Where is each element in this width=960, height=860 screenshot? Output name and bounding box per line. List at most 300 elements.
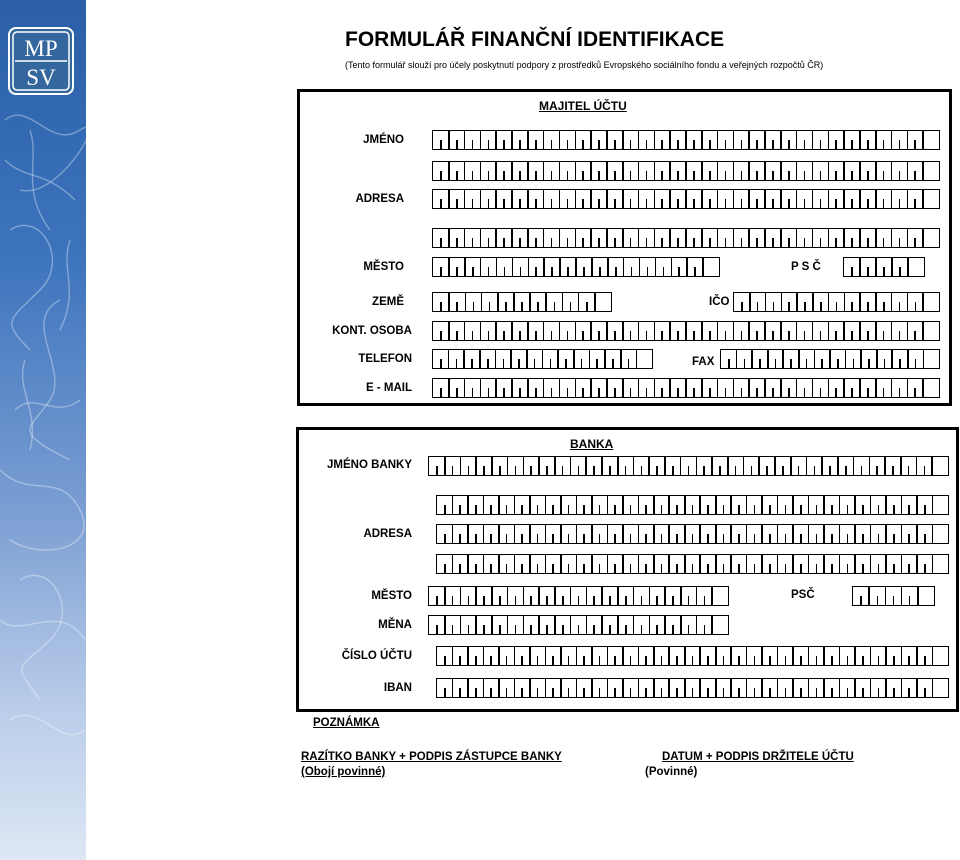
bank-name-field[interactable] (428, 456, 949, 476)
cell-divider (591, 555, 593, 574)
cell-tick (503, 199, 505, 208)
cell-divider (696, 587, 698, 606)
cell-tick (735, 466, 737, 475)
cell-tick (788, 171, 790, 180)
cell-tick (550, 359, 552, 368)
cell-divider (669, 379, 671, 398)
bank-iban-field[interactable] (436, 678, 949, 698)
cell-tick (862, 505, 864, 514)
cell-divider (638, 679, 640, 698)
cell-divider (527, 229, 529, 248)
cell-tick (788, 238, 790, 247)
cell-divider (748, 131, 750, 150)
cell-divider (701, 162, 703, 181)
cell-tick (598, 140, 600, 149)
cell-tick (738, 564, 740, 573)
cell-tick (515, 596, 517, 605)
cell-divider (680, 616, 682, 635)
cell-tick (862, 564, 864, 573)
cell-divider (491, 587, 493, 606)
cell-tick (646, 171, 648, 180)
cell-divider (578, 293, 580, 312)
cell-tick (535, 171, 537, 180)
cell-divider (606, 229, 608, 248)
cell-tick (800, 505, 802, 514)
cell-divider (448, 379, 450, 398)
cell-divider (444, 587, 446, 606)
cell-tick (851, 331, 853, 340)
cell-tick (646, 199, 648, 208)
cell-tick (552, 564, 554, 573)
cell-tick (641, 596, 643, 605)
cell-divider (891, 190, 893, 209)
cell-tick (614, 534, 616, 543)
cell-tick (499, 596, 501, 605)
cell-tick (867, 171, 869, 180)
cell-divider (782, 350, 784, 369)
bank-heading: BANKA (570, 437, 614, 451)
cell-divider (853, 457, 855, 476)
cell-tick (625, 596, 627, 605)
cell-divider (796, 293, 798, 312)
cell-divider (916, 679, 918, 698)
cell-tick (593, 625, 595, 634)
cell-tick (867, 331, 869, 340)
cell-divider (843, 131, 845, 150)
cell-divider (622, 131, 624, 150)
cell-divider (636, 350, 638, 369)
owner-address-line1-field[interactable] (432, 161, 940, 181)
cell-divider (467, 679, 469, 698)
cell-tick (868, 359, 870, 368)
cell-divider (875, 293, 877, 312)
cell-tick (709, 140, 711, 149)
cell-tick (915, 359, 917, 368)
bank-iban-label: IBAN (383, 682, 412, 694)
cell-divider (480, 322, 482, 341)
cell-divider (901, 525, 903, 544)
bank-address-line1-field[interactable] (436, 495, 949, 515)
cell-divider (748, 229, 750, 248)
cell-tick (867, 388, 869, 397)
cell-divider (699, 555, 701, 574)
cell-tick (630, 331, 632, 340)
cell-divider (748, 190, 750, 209)
cell-tick (535, 199, 537, 208)
cell-tick (908, 505, 910, 514)
cell-divider (839, 525, 841, 544)
cell-divider (589, 350, 591, 369)
cell-tick (851, 199, 853, 208)
cell-tick (800, 656, 802, 665)
cell-tick (728, 359, 730, 368)
cell-tick (440, 359, 442, 368)
cell-divider (812, 229, 814, 248)
cell-tick (581, 359, 583, 368)
cell-tick (756, 171, 758, 180)
cell-tick (914, 238, 916, 247)
cell-tick (459, 656, 461, 665)
cell-divider (448, 229, 450, 248)
cell-tick (831, 534, 833, 543)
cell-divider (685, 190, 687, 209)
cell-tick (475, 534, 477, 543)
cell-tick (772, 199, 774, 208)
cell-divider (821, 457, 823, 476)
cell-divider (743, 457, 745, 476)
cell-tick (567, 331, 569, 340)
owner-ico-field[interactable] (733, 292, 940, 312)
cell-divider (730, 525, 732, 544)
bank-city-label: MĚSTO (371, 590, 412, 602)
cell-tick (459, 505, 461, 514)
cell-tick (625, 625, 627, 634)
cell-divider (475, 616, 477, 635)
cell-tick (835, 171, 837, 180)
owner-zip-field[interactable] (843, 257, 925, 277)
cell-divider (823, 647, 825, 666)
cell-divider (717, 229, 719, 248)
cell-divider (653, 555, 655, 574)
cell-divider (859, 190, 861, 209)
cell-tick (914, 140, 916, 149)
cell-tick (769, 688, 771, 697)
cell-tick (820, 199, 822, 208)
cell-tick (456, 171, 458, 180)
cell-divider (916, 525, 918, 544)
owner-address-line3-field[interactable] (432, 228, 940, 248)
cell-divider (780, 131, 782, 150)
cell-tick (646, 140, 648, 149)
cell-divider (622, 647, 624, 666)
cell-tick (788, 140, 790, 149)
cell-tick (804, 171, 806, 180)
cell-tick (914, 171, 916, 180)
cell-divider (560, 496, 562, 515)
cell-tick (862, 534, 864, 543)
cell-tick (798, 466, 800, 475)
cell-tick (468, 625, 470, 634)
cell-tick (831, 564, 833, 573)
bank-zip-field[interactable] (852, 586, 935, 606)
bank-address-line2-field[interactable] (436, 524, 949, 544)
cell-divider (764, 162, 766, 181)
cell-divider (554, 587, 556, 606)
cell-tick (775, 359, 777, 368)
cell-divider (483, 679, 485, 698)
cell-tick (519, 238, 521, 247)
cell-divider (885, 496, 887, 515)
cell-tick (914, 331, 916, 340)
cell-divider (875, 190, 877, 209)
cell-divider (601, 457, 603, 476)
cell-divider (761, 647, 763, 666)
cell-divider (620, 350, 622, 369)
cell-divider (922, 229, 924, 248)
cell-divider (854, 647, 856, 666)
cell-tick (609, 625, 611, 634)
cell-divider (606, 379, 608, 398)
cell-tick (551, 331, 553, 340)
cell-tick (725, 171, 727, 180)
cell-tick (867, 302, 869, 311)
cell-divider (923, 350, 925, 369)
cell-divider (764, 131, 766, 150)
cell-divider (839, 555, 841, 574)
cell-divider (590, 131, 592, 150)
cell-divider (514, 525, 516, 544)
cell-tick (851, 388, 853, 397)
cell-divider (575, 229, 577, 248)
cell-tick (677, 238, 679, 247)
cell-divider (715, 525, 717, 544)
cell-tick (914, 388, 916, 397)
cell-divider (475, 457, 477, 476)
cell-divider (777, 647, 779, 666)
cell-divider (812, 379, 814, 398)
cell-divider (538, 587, 540, 606)
cell-divider (730, 647, 732, 666)
cell-divider (891, 131, 893, 150)
cell-divider (545, 525, 547, 544)
cell-tick (800, 534, 802, 543)
cell-divider (715, 679, 717, 698)
cell-tick (707, 505, 709, 514)
cell-divider (761, 679, 763, 698)
cell-divider (730, 496, 732, 515)
cell-tick (475, 564, 477, 573)
cell-divider (758, 457, 760, 476)
cell-tick (475, 688, 477, 697)
cell-tick (867, 238, 869, 247)
owner-phone-field[interactable] (432, 349, 653, 369)
bank-currency-field[interactable] (428, 615, 729, 635)
cell-divider (617, 587, 619, 606)
cell-divider (648, 457, 650, 476)
cell-divider (654, 190, 656, 209)
cell-divider (901, 555, 903, 574)
bank-currency-label: MĚNA (378, 619, 412, 631)
logo-text-sv: SV (26, 65, 56, 90)
bank-address-line3-field[interactable] (436, 554, 949, 574)
cell-divider (680, 587, 682, 606)
cell-divider (452, 647, 454, 666)
cell-divider (792, 496, 794, 515)
cell-divider (839, 647, 841, 666)
cell-divider (448, 258, 450, 277)
cell-divider (907, 190, 909, 209)
cell-tick (707, 564, 709, 573)
cell-tick (878, 564, 880, 573)
cell-divider (452, 555, 454, 574)
cell-tick (785, 534, 787, 543)
cell-tick (851, 238, 853, 247)
cell-divider (570, 457, 572, 476)
cell-tick (704, 625, 706, 634)
cell-divider (514, 679, 516, 698)
cell-tick (709, 171, 711, 180)
cell-divider (523, 616, 525, 635)
cell-divider (510, 350, 512, 369)
cell-tick (562, 596, 564, 605)
cell-divider (669, 190, 671, 209)
cell-divider (932, 525, 934, 544)
cell-divider (491, 457, 493, 476)
cell-divider (601, 587, 603, 606)
cell-tick (800, 688, 802, 697)
cell-tick (741, 238, 743, 247)
cell-tick (837, 359, 839, 368)
cell-tick (546, 625, 548, 634)
cell-divider (748, 379, 750, 398)
cell-tick (521, 534, 523, 543)
cell-divider (495, 131, 497, 150)
bank-stamp-label: RAZÍTKO BANKY + PODPIS ZÁSTUPCE BANKY (301, 751, 562, 763)
cell-divider (885, 525, 887, 544)
cell-tick (490, 564, 492, 573)
cell-divider (916, 647, 918, 666)
cell-divider (792, 647, 794, 666)
cell-tick (820, 331, 822, 340)
cell-tick (506, 688, 508, 697)
cell-tick (785, 564, 787, 573)
cell-divider (576, 679, 578, 698)
cell-divider (733, 229, 735, 248)
cell-tick (535, 238, 537, 247)
cell-divider (560, 647, 562, 666)
cell-divider (513, 293, 515, 312)
cell-divider (523, 587, 525, 606)
owner-name-field[interactable] (432, 130, 940, 150)
cell-divider (715, 647, 717, 666)
cell-tick (759, 359, 761, 368)
cell-tick (615, 267, 617, 276)
cell-tick (661, 688, 663, 697)
cell-divider (828, 322, 830, 341)
cell-divider (780, 229, 782, 248)
cell-divider (448, 190, 450, 209)
owner-address-line2-field[interactable] (432, 189, 940, 209)
cell-divider (746, 525, 748, 544)
cell-tick (614, 331, 616, 340)
owner-contact-field[interactable] (432, 321, 940, 341)
cell-tick (804, 199, 806, 208)
cell-divider (860, 350, 862, 369)
cell-divider (761, 496, 763, 515)
bank-city-field[interactable] (428, 586, 729, 606)
cell-tick (806, 359, 808, 368)
cell-tick (506, 534, 508, 543)
cell-divider (680, 457, 682, 476)
owner-fax-field[interactable] (720, 349, 940, 369)
cell-divider (907, 350, 909, 369)
cell-divider (601, 616, 603, 635)
cell-divider (559, 190, 561, 209)
cell-tick (593, 596, 595, 605)
cell-tick (709, 199, 711, 208)
cell-tick (769, 505, 771, 514)
cell-tick (552, 505, 554, 514)
cell-divider (777, 525, 779, 544)
cell-divider (664, 457, 666, 476)
cell-tick (625, 466, 627, 475)
cell-divider (606, 322, 608, 341)
cell-divider (792, 525, 794, 544)
cell-divider (767, 350, 769, 369)
cell-divider (496, 258, 498, 277)
owner-country-field[interactable] (432, 292, 612, 312)
cell-divider (575, 258, 577, 277)
owner-city-field[interactable] (432, 257, 720, 277)
cell-divider (575, 379, 577, 398)
cell-divider (545, 293, 547, 312)
cell-divider (671, 258, 673, 277)
owner-email-field[interactable] (432, 378, 940, 398)
cell-tick (582, 388, 584, 397)
cell-tick (468, 596, 470, 605)
cell-divider (529, 293, 531, 312)
cell-tick (614, 388, 616, 397)
cell-divider (591, 258, 593, 277)
cell-tick (515, 466, 517, 475)
cell-divider (685, 379, 687, 398)
bank-account-field[interactable] (436, 646, 949, 666)
cell-divider (465, 293, 467, 312)
cell-tick (598, 171, 600, 180)
cell-tick (599, 564, 601, 573)
cell-divider (467, 555, 469, 574)
cell-divider (448, 350, 450, 369)
cell-divider (607, 496, 609, 515)
cell-tick (645, 656, 647, 665)
cell-divider (828, 379, 830, 398)
cell-tick (568, 534, 570, 543)
cell-divider (545, 555, 547, 574)
cell-tick (816, 534, 818, 543)
cell-tick (851, 140, 853, 149)
cell-divider (511, 322, 513, 341)
cell-divider (498, 679, 500, 698)
cell-tick (788, 331, 790, 340)
cell-tick (741, 171, 743, 180)
cell-divider (576, 496, 578, 515)
cell-tick (909, 596, 911, 605)
cell-divider (591, 647, 593, 666)
cell-divider (781, 293, 783, 312)
cell-divider (511, 131, 513, 150)
cell-tick (582, 140, 584, 149)
cell-divider (868, 587, 870, 606)
cell-tick (628, 359, 630, 368)
cell-tick (754, 534, 756, 543)
cell-tick (456, 302, 458, 311)
cell-divider (653, 525, 655, 544)
cell-tick (472, 140, 474, 149)
cell-divider (891, 379, 893, 398)
cell-divider (623, 258, 625, 277)
cell-divider (808, 496, 810, 515)
cell-tick (769, 564, 771, 573)
cell-divider (932, 647, 934, 666)
cell-divider (480, 379, 482, 398)
cell-divider (764, 379, 766, 398)
cell-divider (798, 350, 800, 369)
cell-tick (609, 466, 611, 475)
cell-divider (559, 322, 561, 341)
cell-divider (573, 350, 575, 369)
cell-divider (622, 322, 624, 341)
cell-tick (582, 331, 584, 340)
